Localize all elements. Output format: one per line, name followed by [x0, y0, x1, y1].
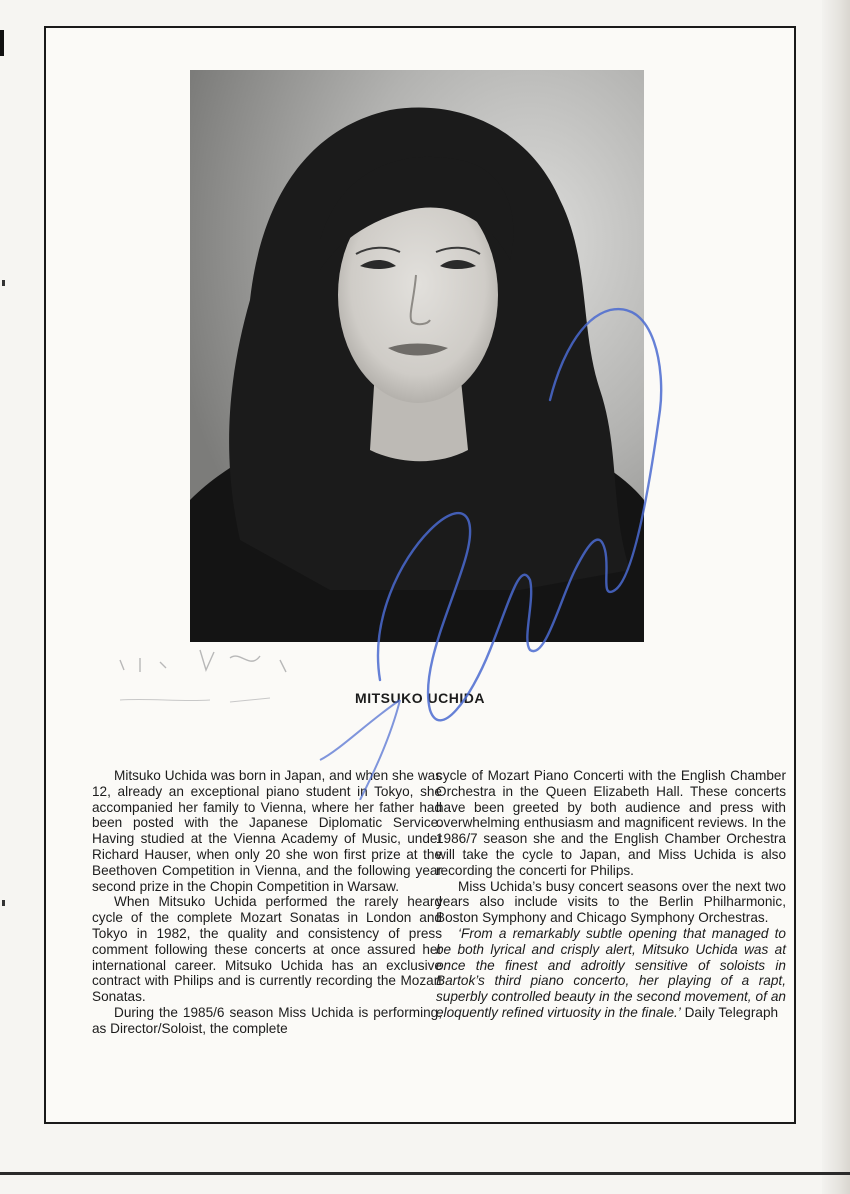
- bio-right-column: [436, 768, 786, 1021]
- page-fold: [822, 0, 850, 1194]
- bio-paragraph: During the 1985/6 season Miss Uchida is performing, as Director/Soloist, the complete: [92, 1004, 442, 1036]
- bio-paragraph: Mitsuko Uchida was born in Japan, and when she was 12, already an exceptional piano student in Tokyo, she accompanied her family to Vienna, where her father had been posted with the Japanese Diplomatic Service. Having studied at the Vienna Academy of Music, under Richard Hauser, when only 20 she won first prize at the Beethoven Competition in Vienna, and the following year second prize in the Chopin Competition in Warsaw.: [92, 768, 442, 894]
- review-quote: [436, 926, 786, 1021]
- portrait-photo: [190, 70, 644, 642]
- bio-paragraph: Miss Uchida’s busy concert seasons over the next two years also include visits to the Berlin Philharmonic, Boston Symphony and Chicago Symphony Orchestras.: [436, 878, 786, 926]
- page-edge-dot: [2, 900, 5, 906]
- bio-paragraph: cycle of Mozart Piano Concerti with the English Chamber Orchestra in the Queen Elizabeth Hall. These concerts have been greeted by both audience and press with overwhelming enthusiasm and magnificent reviews. In the 1986/7 season she and the English Chamber Orchestra will take the cycle to Japan, and Miss Uchida is also recording the concerti for Philips.: [436, 768, 786, 878]
- page-edge-mark: [0, 30, 4, 56]
- bio-paragraph: When Mitsuko Uchida performed the rarely heard cycle of the complete Mozart Sonatas in London and Tokyo in 1982, the quality and consistency of press comment following these concerts at once assured her international career. Mitsuko Uchida has an exclusive contract with Philips and is currently recording the Mozart Sonatas.: [92, 894, 442, 1005]
- portrait-illustration: [190, 70, 644, 642]
- bio-left-column: [92, 768, 442, 1037]
- page-edge-dot: [2, 280, 5, 286]
- review-quote-text: ‘From a remarkably subtle opening that managed to be both lyrical and crisply alert, Mitsuko Uchida was at once the finest and adroitly sensitive of soloists in Bartok’s third piano concerto, her playing of a rapt, superbly controlled beauty in the second movement, of an eloquently refined virtuosity in the finale.’: [436, 925, 786, 1020]
- review-source: Daily Telegraph: [684, 1004, 779, 1020]
- faint-handwriting: [110, 640, 410, 720]
- artist-name-heading: MITSUKO UCHIDA: [355, 690, 485, 706]
- page-bottom-line: [0, 1172, 850, 1175]
